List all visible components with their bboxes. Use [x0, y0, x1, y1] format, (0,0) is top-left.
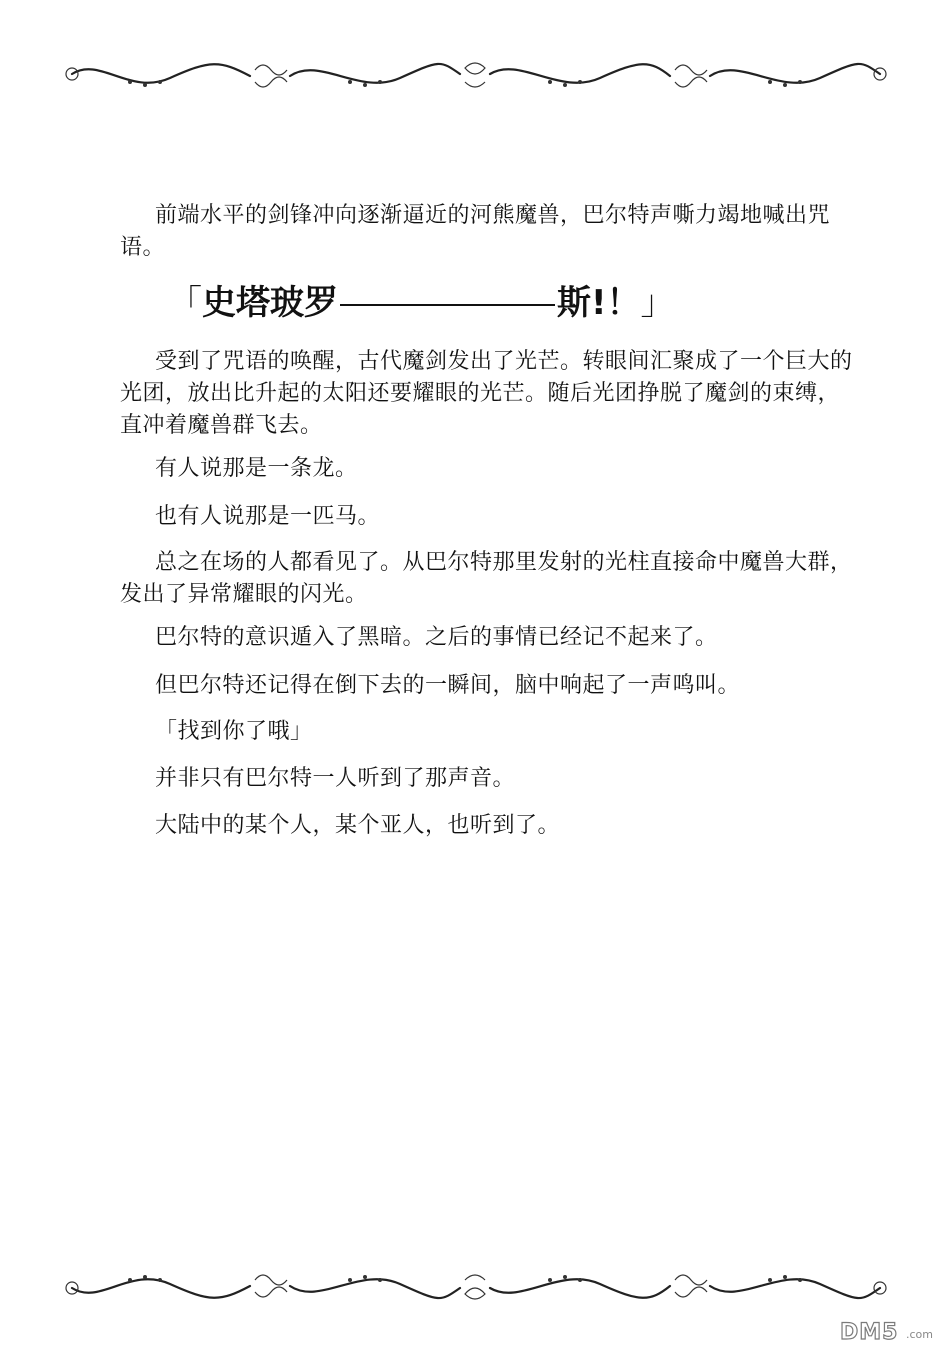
paragraph: 受到了咒语的唤醒，古代魔剑发出了光芒。转眼间汇聚成了一个巨大的光团，放出比升起的太阳还要耀眼的光芒。随后光团挣脱了魔剑的束缚，直冲着魔兽群飞去。 — [120, 349, 853, 438]
spell-close-bracket: 」 — [640, 283, 675, 323]
paragraph: 有人说那是一条龙。 — [155, 456, 358, 481]
spell-open-bracket: 「 — [168, 283, 202, 323]
top-ornamental-border — [60, 52, 890, 102]
spell-last-part: 斯!！ — [557, 283, 641, 323]
watermark-suffix: .com — [906, 1328, 933, 1341]
paragraph: 前端水平的剑锋冲向逐渐逼近的河熊魔兽，巴尔特声嘶力竭地喊出咒语。 — [120, 203, 831, 260]
spell-incantation — [168, 278, 768, 328]
spell-first-part: 史塔玻罗 — [202, 283, 338, 323]
paragraph: 总之在场的人都看见了。从巴尔特那里发射的光柱直接命中魔兽大群，发出了异常耀眼的闪光。 — [120, 550, 853, 607]
bottom-ornamental-border — [60, 1262, 890, 1312]
watermark-logo-text: DM5 — [840, 1320, 899, 1345]
spell-long-dash — [340, 304, 555, 306]
paragraph: 也有人说那是一匹马。 — [155, 504, 381, 529]
paragraph: 巴尔特的意识遁入了黑暗。之后的事情已经记不起来了。 — [155, 625, 718, 650]
paragraph: 但巴尔特还记得在倒下去的一瞬间，脑中响起了一声鸣叫。 — [155, 673, 741, 698]
site-watermark-logo — [838, 1320, 938, 1348]
paragraph: 「找到你了哦」 — [155, 719, 313, 744]
paragraph: 并非只有巴尔特一人听到了那声音。 — [155, 766, 516, 791]
paragraph: 大陆中的某个人，某个亚人，也听到了。 — [155, 813, 561, 838]
